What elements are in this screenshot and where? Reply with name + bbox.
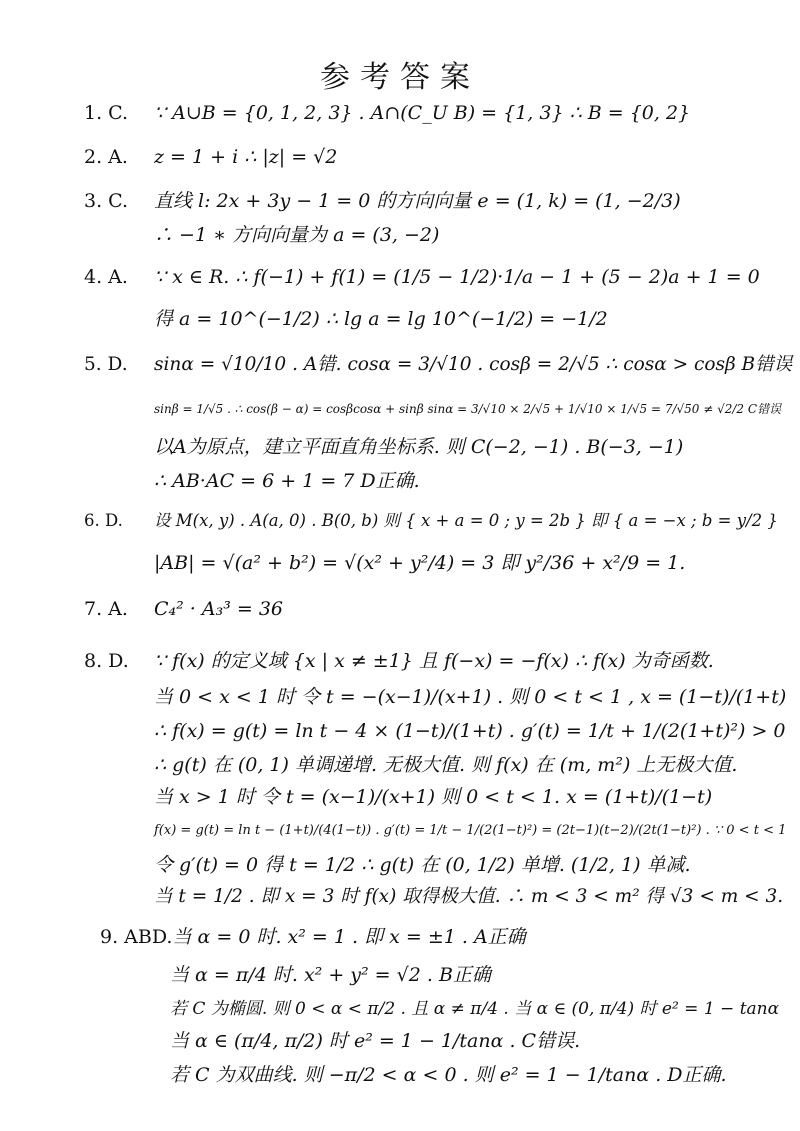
answer-text: ∵ x ∈ R. ∴ f(−1) + f(1) = (1/5 − 1/2)·1/a − 1 + (5 − 2)a + 1 = 0	[154, 266, 760, 288]
answer-text: f(x) = g(t) = ln t − (1+t)/(4(1−t)) . g′(t) = 1/t − 1/(2(1−t)²) = (2t−1)(t−2)/(2t(1−t)²) . ∵ 0 < t < 1	[154, 823, 787, 838]
answer-line	[84, 352, 792, 378]
answer-line	[84, 718, 786, 744]
answer-text: 当 x > 1 时 令 t = (x−1)/(x+1) 则 0 < t < 1. x = (1+t)/(1−t)	[154, 786, 713, 808]
answer-line	[84, 784, 712, 810]
answer-line	[84, 188, 681, 214]
answer-text: 若 C 为双曲线. 则 −π/2 < α < 0 . 则 e² = 1 − 1/tanα . D正确.	[170, 1064, 727, 1086]
answer-line	[100, 924, 526, 950]
answer-line	[84, 306, 608, 332]
answer-text: 得 a = 10^(−1/2) ∴ lg a = lg 10^(−1/2) = −1/2	[154, 308, 608, 330]
answer-number: 5. D.	[84, 354, 128, 375]
answer-text: 当 α ∈ (π/4, π/2) 时 e² = 1 − 1/tanα . C错误.	[170, 1030, 581, 1052]
answer-line	[84, 468, 420, 494]
answer-line	[100, 1028, 580, 1054]
answer-text: 当 t = 1/2 . 即 x = 3 时 f(x) 取得极大值. ∴ m < 3 < m² 得 √3 < m < 3.	[154, 886, 784, 907]
answer-text: ∵ f(x) 的定义域 {x | x ≠ ±1} 且 f(−x) = −f(x) ∴ f(x) 为奇函数.	[154, 650, 714, 672]
answer-number: 2. A.	[84, 146, 128, 168]
answer-line	[84, 222, 439, 248]
answer-number: 1. C.	[84, 102, 129, 124]
answer-number: 3. C.	[84, 190, 129, 212]
answer-text: ∴ g(t) 在 (0, 1) 单调递增. 无极大值. 则 f(x) 在 (m, m²) 上无极大值.	[154, 754, 738, 776]
answer-text: 当 α = 0 时. x² = 1 . 即 x = ±1 . A正确	[172, 926, 526, 948]
answer-text: 若 C 为椭圆. 则 0 < α < π/2 . 且 α ≠ π/4 . 当 α ∈ (0, π/4) 时 e² = 1 − tanα	[170, 999, 780, 1019]
answer-line	[84, 508, 778, 534]
answer-text: 当 α = π/4 时. x² + y² = √2 . B正确	[170, 964, 491, 986]
answer-line	[84, 596, 283, 622]
answer-line	[100, 962, 491, 988]
answer-line	[84, 684, 786, 710]
answer-line	[84, 100, 690, 126]
answer-text: 当 0 < x < 1 时 令 t = −(x−1)/(x+1) . 则 0 < t < 1 , x = (1−t)/(1+t)	[154, 686, 787, 708]
answer-text: ∴ f(x) = g(t) = ln t − 4 × (1−t)/(1+t) . g′(t) = 1/t + 1/(2(1+t)²) > 0	[154, 720, 786, 742]
answer-number: 8. D.	[84, 650, 129, 672]
page-title: 参考答案	[320, 60, 480, 95]
answer-number: 7. A.	[84, 598, 128, 620]
answer-line	[100, 996, 779, 1022]
answer-number: 9. ABD.	[100, 926, 173, 948]
answer-text: ∴ AB·AC = 6 + 1 = 7 D正确.	[154, 470, 420, 492]
answer-text: 设 M(x, y) . A(a, 0) . B(0, b) 则 { x + a = 0 ; y = 2b } 即 { a = −x ; b = y/2 }	[154, 511, 778, 530]
answer-text: 令 g′(t) = 0 得 t = 1/2 ∴ g(t) 在 (0, 1/2) 单增. (1/2, 1) 单减.	[154, 854, 691, 876]
answer-text: |AB| = √(a² + b²) = √(x² + y²/4) = 3 即 y²/36 + x²/9 = 1.	[154, 552, 686, 574]
answer-line	[84, 648, 714, 674]
answer-number: 6. D.	[84, 511, 123, 530]
answer-line	[84, 752, 737, 778]
answer-line	[84, 434, 683, 460]
answer-text: ∴ −1 ∗ 方向向量为 a = (3, −2)	[154, 224, 440, 246]
answer-line	[84, 550, 685, 576]
answer-line	[84, 144, 337, 170]
answer-text: z = 1 + i ∴ |z| = √2	[154, 146, 338, 168]
answer-line	[84, 852, 691, 878]
answer-line	[84, 884, 783, 910]
answer-number: 4. A.	[84, 266, 128, 288]
answer-text: 以A为原点，建立平面直角坐标系. 则 C(−2, −1) . B(−3, −1)	[154, 436, 684, 458]
answer-line	[100, 1062, 727, 1088]
answer-line	[84, 396, 781, 422]
answer-text: sinβ = 1/√5 . ∴ cos(β − α) = cosβcosα + sinβ sinα = 3/√10 × 2/√5 + 1/√10 × 1/√5 = 7/√50 ≠ √2/2 C错误	[154, 402, 782, 416]
answer-text: C₄² · A₃³ = 36	[154, 598, 284, 620]
answer-line	[84, 264, 760, 290]
answer-text: ∵ A∪B = {0, 1, 2, 3} . A∩(C_U B) = {1, 3} ∴ B = {0, 2}	[154, 102, 691, 124]
answer-line	[84, 818, 786, 844]
answer-text: 直线 l: 2x + 3y − 1 = 0 的方向向量 e = (1, k) = (1, −2/3)	[154, 190, 681, 212]
answer-text: sinα = √10/10 . A错. cosα = 3/√10 . cosβ = 2/√5 ∴ cosα > cosβ B错误	[154, 354, 793, 375]
